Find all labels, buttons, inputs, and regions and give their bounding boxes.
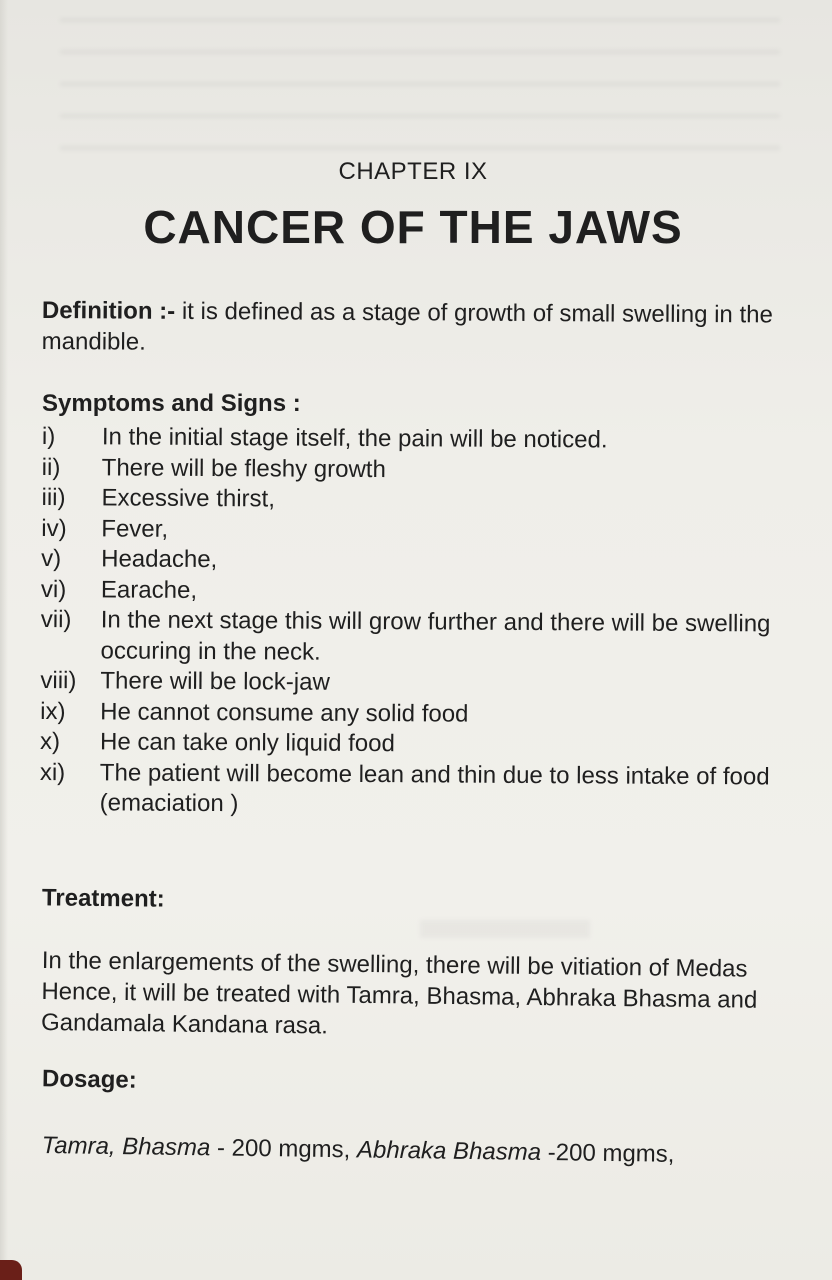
page-gutter-shadow [0, 0, 8, 1280]
item-number: x) [39, 727, 61, 756]
item-number: viii) [40, 666, 77, 695]
item-number: iii) [41, 483, 66, 512]
item-text: Excessive thirst, [101, 484, 276, 513]
list-item [40, 727, 785, 762]
symptoms-heading: Symptoms and Signs : [42, 390, 301, 417]
chapter-number: CHAPTER IX [338, 158, 488, 185]
dosage-heading: Dosage: [41, 1065, 137, 1094]
list-item [41, 605, 786, 671]
dosage-drug-2: Abhraka Bhasma [356, 1136, 542, 1166]
list-item [40, 666, 785, 701]
treatment-heading: Treatment: [41, 884, 165, 913]
item-text: There will be lock-jaw [100, 667, 330, 696]
item-text: In the initial stage itself, the pain will be noticed. [101, 423, 608, 454]
dosage-amount-1: - 200 mgms, [210, 1134, 358, 1164]
chapter-title: CANCER OF THE JAWS [143, 201, 683, 253]
list-item [41, 513, 786, 548]
list-item [41, 544, 786, 579]
item-text: He cannot consume any solid food [100, 697, 469, 728]
item-number: vii) [40, 605, 72, 634]
list-item [42, 422, 787, 457]
list-item [40, 757, 785, 823]
item-text: The patient will become lean and thin due to less intake of food (emaciation ) [99, 758, 770, 818]
item-text: Earache, [100, 575, 198, 604]
dosage-line [42, 1130, 802, 1172]
list-item [41, 483, 786, 518]
item-text: He can take only liquid food [99, 728, 395, 758]
item-number: v) [41, 544, 62, 573]
dosage-drug-1: Tamra, Bhasma [41, 1131, 211, 1162]
list-item [42, 452, 787, 487]
show-through-mark [420, 920, 590, 938]
item-number: xi) [39, 758, 66, 786]
item-number: ix) [40, 697, 66, 725]
book-cover-corner [0, 1260, 22, 1280]
list-item [41, 574, 786, 609]
definition-label: Definition :- [41, 296, 176, 325]
item-number: vi) [40, 575, 67, 603]
item-text: Fever, [101, 514, 169, 543]
item-number: i) [41, 422, 56, 451]
definition-text: it is defined as a stage of growth of small swelling in the mandible. [41, 297, 773, 356]
item-text: There will be fleshy growth [101, 453, 386, 483]
list-item [40, 696, 785, 731]
treatment-paragraph: In the enlargements of the swelling, there will be vitiation of Medas Hence, it will be treated with Tamra, Bhasma, Abhraka Bhasma and Gandamala Kandana rasa. [40, 946, 758, 1040]
item-number: ii) [41, 453, 61, 481]
symptoms-list [40, 422, 787, 823]
item-text: In the next stage this will grow further and there will be swelling occuring in the neck. [100, 606, 771, 666]
item-text: Headache, [101, 545, 218, 574]
definition-paragraph [42, 295, 787, 362]
dosage-amount-2: -200 mgms, [540, 1138, 675, 1168]
item-number: iv) [41, 514, 67, 542]
show-through-text [60, 0, 780, 170]
